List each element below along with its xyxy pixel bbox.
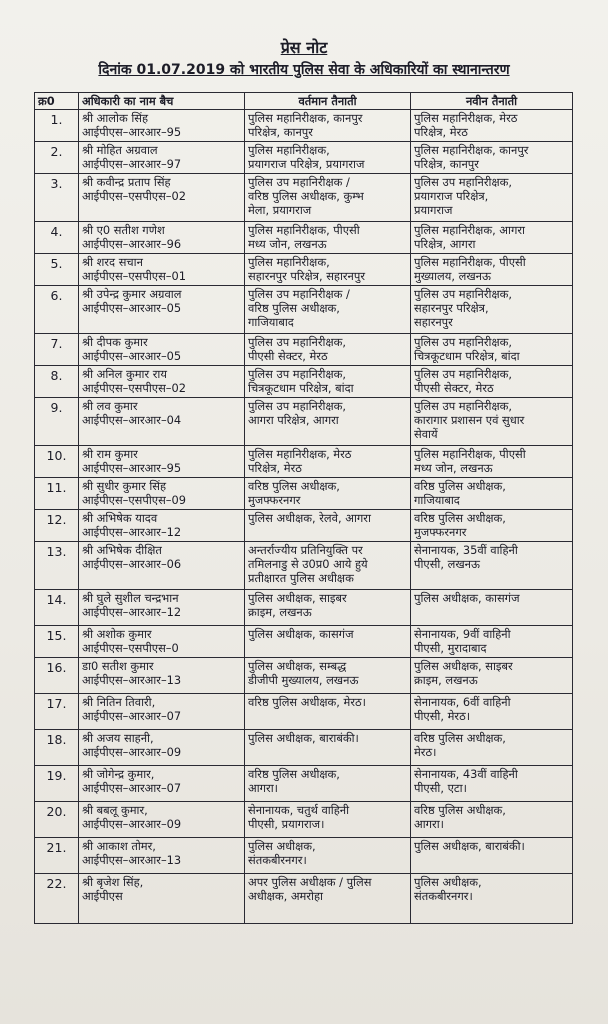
officer-name-line: आईपीएस–आरआर–09	[82, 745, 182, 759]
officer-name-line: आईपीएस–आरआर–13	[82, 853, 182, 867]
current-posting-line: वरिष्ठ पुलिस अधीक्षक,	[248, 301, 340, 315]
current-posting-cell	[245, 174, 411, 222]
officer-name-cell	[79, 254, 245, 286]
current-posting-line: पुलिस उप महानिरीक्षक,	[248, 335, 347, 349]
serial-number-cell: 1.	[35, 110, 79, 142]
officer-name-line: श्री दीपक कुमार	[82, 335, 148, 349]
officer-name-line: श्री अभिषेक यादव	[82, 511, 158, 525]
new-posting-line: सहारनपुर	[414, 315, 453, 329]
new-posting-line: संतकबीरनगर।	[414, 889, 473, 903]
current-posting-line: मेला, प्रयागराज	[248, 203, 312, 217]
current-posting-line: परिक्षेत्र, मेरठ	[248, 461, 302, 475]
current-posting-cell	[245, 478, 411, 510]
current-posting-line: पुलिस अधीक्षक,	[248, 839, 316, 853]
new-posting-cell	[411, 174, 573, 222]
current-posting-line: गाजियाबाद	[248, 315, 294, 329]
new-posting-cell	[411, 626, 573, 658]
serial-number-cell: 15.	[35, 626, 79, 658]
new-posting-cell	[411, 658, 573, 694]
officer-name-cell	[79, 446, 245, 478]
new-posting-line: पुलिस अधीक्षक, बाराबंकी।	[414, 839, 525, 853]
table-row	[35, 478, 573, 510]
officer-name-line: श्री मोहित अग्रवाल	[82, 143, 158, 157]
officer-name-line: आईपीएस–एसपीएस–01	[82, 269, 186, 283]
serial-number-cell: 6.	[35, 286, 79, 334]
officer-name-line: आईपीएस–एसपीएस–0	[82, 641, 179, 655]
current-posting-cell	[245, 730, 411, 766]
new-posting-cell	[411, 366, 573, 398]
officer-name-line: श्री शरद सचान	[82, 255, 143, 269]
table-row	[35, 874, 573, 924]
current-posting-cell	[245, 838, 411, 874]
new-posting-line: पुलिस उप महानिरीक्षक,	[414, 287, 513, 301]
officer-name-line: श्री उपेन्द्र कुमार अग्रवाल	[82, 287, 182, 301]
new-posting-line: वरिष्ठ पुलिस अधीक्षक,	[414, 731, 506, 745]
officer-name-cell	[79, 590, 245, 626]
current-posting-line: पीएसी सेक्टर, मेरठ	[248, 349, 328, 363]
officer-name-line: आईपीएस–आरआर–95	[82, 461, 182, 475]
table-row	[35, 802, 573, 838]
officer-name-line: आईपीएस–आरआर–12	[82, 605, 182, 619]
current-posting-cell	[245, 874, 411, 924]
table-row	[35, 398, 573, 446]
new-posting-cell	[411, 510, 573, 542]
new-posting-line: पीएसी, लखनऊ	[414, 557, 480, 571]
current-posting-cell	[245, 222, 411, 254]
current-posting-line: सहारनपुर परिक्षेत्र, सहारनपुर	[248, 269, 366, 283]
table-row	[35, 446, 573, 478]
officer-name-line: श्री ए0 सतीश गणेश	[82, 223, 165, 237]
current-posting-line: पुलिस महानिरीक्षक, कानपुर	[248, 111, 363, 125]
table-row	[35, 694, 573, 730]
officer-name-line: श्री घुले सुशील चन्द्रभान	[82, 591, 179, 605]
officer-name-line: श्री बृजेश सिंह,	[82, 875, 144, 889]
current-posting-line: पुलिस अधीक्षक, रेलवे, आगरा	[248, 511, 371, 525]
table-row	[35, 730, 573, 766]
current-posting-cell	[245, 590, 411, 626]
new-posting-line: सहारनपुर परिक्षेत्र,	[414, 301, 489, 315]
officer-name-line: आईपीएस	[82, 889, 123, 903]
officer-name-line: आईपीएस–आरआर–04	[82, 413, 182, 427]
serial-number-cell: 17.	[35, 694, 79, 730]
new-posting-line: पुलिस उप महानिरीक्षक,	[414, 335, 513, 349]
current-posting-cell	[245, 766, 411, 802]
table-row	[35, 222, 573, 254]
new-posting-cell	[411, 222, 573, 254]
new-posting-line: पुलिस अधीक्षक, कासगंज	[414, 591, 520, 605]
current-posting-line: पुलिस अधीक्षक, बाराबंकी।	[248, 731, 359, 745]
officer-name-line: श्री आलोक सिंह	[82, 111, 149, 125]
new-posting-line: पुलिस महानिरीक्षक, पीएसी	[414, 255, 526, 269]
new-posting-line: पुलिस महानिरीक्षक, मेरठ	[414, 111, 518, 125]
new-posting-cell	[411, 398, 573, 446]
new-posting-line: कारागार प्रशासन एवं सुधार	[414, 413, 525, 427]
serial-number-cell: 11.	[35, 478, 79, 510]
current-posting-cell	[245, 366, 411, 398]
officer-name-cell	[79, 730, 245, 766]
current-posting-line: वरिष्ठ पुलिस अधीक्षक, मेरठ।	[248, 695, 366, 709]
serial-number-cell: 20.	[35, 802, 79, 838]
serial-number-cell: 22.	[35, 874, 79, 924]
new-posting-line: परिक्षेत्र, मेरठ	[414, 125, 468, 139]
table-row	[35, 658, 573, 694]
officer-name-cell	[79, 222, 245, 254]
current-posting-line: क्राइम, लखनऊ	[248, 605, 312, 619]
new-posting-cell	[411, 542, 573, 590]
serial-number-cell: 12.	[35, 510, 79, 542]
officer-name-cell	[79, 398, 245, 446]
serial-number-cell: 18.	[35, 730, 79, 766]
current-posting-line: संतकबीरनगर।	[248, 853, 307, 867]
current-posting-line: पुलिस उप महानिरीक्षक /	[248, 175, 350, 189]
header-new-posting: नवीन तैनाती	[411, 93, 573, 110]
new-posting-cell	[411, 590, 573, 626]
current-posting-line: पुलिस अधीक्षक, कासगंज	[248, 627, 354, 641]
serial-number-cell: 7.	[35, 334, 79, 366]
current-posting-line: पुलिस अधीक्षक, साइबर	[248, 591, 347, 605]
new-posting-line: पीएसी सेक्टर, मेरठ	[414, 381, 494, 395]
current-posting-cell	[245, 626, 411, 658]
officer-name-cell	[79, 286, 245, 334]
new-posting-line: परिक्षेत्र, आगरा	[414, 237, 476, 251]
new-posting-cell	[411, 334, 573, 366]
officer-name-cell	[79, 874, 245, 924]
officer-name-line: श्री नितिन तिवारी,	[82, 695, 156, 709]
officer-name-cell	[79, 626, 245, 658]
serial-number-cell: 19.	[35, 766, 79, 802]
new-posting-cell	[411, 254, 573, 286]
new-posting-line: सेनानायक, 9वीं वाहिनी	[414, 627, 511, 641]
current-posting-line: पुलिस महानिरीक्षक, पीएसी	[248, 223, 360, 237]
table-row	[35, 174, 573, 222]
new-posting-cell	[411, 694, 573, 730]
officer-name-line: श्री आकाश तोमर,	[82, 839, 156, 853]
officer-name-cell	[79, 510, 245, 542]
officer-name-cell	[79, 802, 245, 838]
current-posting-line: पुलिस उप महानिरीक्षक,	[248, 399, 347, 413]
table-row	[35, 110, 573, 142]
officer-name-line: आईपीएस–आरआर–95	[82, 125, 182, 139]
serial-number-cell: 21.	[35, 838, 79, 874]
officer-name-line: आईपीएस–एसपीएस–02	[82, 189, 186, 203]
officer-name-line: आईपीएस–आरआर–06	[82, 557, 182, 571]
current-posting-line: परिक्षेत्र, कानपुर	[248, 125, 313, 139]
officer-name-cell	[79, 142, 245, 174]
officer-name-line: श्री अनिल कुमार राय	[82, 367, 167, 381]
current-posting-cell	[245, 542, 411, 590]
current-posting-cell	[245, 142, 411, 174]
serial-number-cell: 13.	[35, 542, 79, 590]
new-posting-cell	[411, 286, 573, 334]
table-row	[35, 286, 573, 334]
new-posting-line: पुलिस महानिरीक्षक, आगरा	[414, 223, 525, 237]
serial-number-cell: 3.	[35, 174, 79, 222]
new-posting-line: परिक्षेत्र, कानपुर	[414, 157, 479, 171]
current-posting-cell	[245, 658, 411, 694]
new-posting-line: मुख्यालय, लखनऊ	[414, 269, 491, 283]
new-posting-cell	[411, 766, 573, 802]
current-posting-line: तमिलनाडु से उ0प्र0 आये हुये	[248, 557, 368, 571]
officer-name-cell	[79, 174, 245, 222]
new-posting-cell	[411, 802, 573, 838]
table-row	[35, 838, 573, 874]
new-posting-line: वरिष्ठ पुलिस अधीक्षक,	[414, 479, 506, 493]
new-posting-line: मेरठ।	[414, 745, 437, 759]
current-posting-line: सेनानायक, चतुर्थ वाहिनी	[248, 803, 350, 817]
officer-name-line: श्री लव कुमार	[82, 399, 138, 413]
current-posting-line: वरिष्ठ पुलिस अधीक्षक,	[248, 479, 340, 493]
new-posting-line: पुलिस उप महानिरीक्षक,	[414, 175, 513, 189]
current-posting-line: अन्तर्राज्यीय प्रतिनियुक्ति पर	[248, 543, 363, 557]
officer-name-cell	[79, 658, 245, 694]
officer-name-line: आईपीएस–आरआर–05	[82, 349, 182, 363]
current-posting-line: पुलिस उप महानिरीक्षक /	[248, 287, 350, 301]
current-posting-line: पुलिस महानिरीक्षक,	[248, 143, 330, 157]
new-posting-line: पुलिस महानिरीक्षक, पीएसी	[414, 447, 526, 461]
table-row	[35, 542, 573, 590]
serial-number-cell: 2.	[35, 142, 79, 174]
officer-name-cell	[79, 366, 245, 398]
current-posting-line: मध्य जोन, लखनऊ	[248, 237, 327, 251]
current-posting-line: पुलिस महानिरीक्षक,	[248, 255, 330, 269]
current-posting-line: डीजीपी मुख्यालय, लखनऊ	[248, 673, 359, 687]
serial-number-cell: 16.	[35, 658, 79, 694]
current-posting-cell	[245, 446, 411, 478]
table-row	[35, 334, 573, 366]
current-posting-line: पुलिस महानिरीक्षक, मेरठ	[248, 447, 352, 461]
new-posting-line: क्राइम, लखनऊ	[414, 673, 478, 687]
officer-name-cell	[79, 694, 245, 730]
current-posting-cell	[245, 334, 411, 366]
table-row	[35, 510, 573, 542]
new-posting-cell	[411, 874, 573, 924]
current-posting-line: मुजफ्फरनगर	[248, 493, 301, 507]
header-serial-number: क्र0	[35, 93, 79, 110]
officer-name-cell	[79, 334, 245, 366]
header-current-posting: वर्तमान तैनाती	[245, 93, 411, 110]
current-posting-cell	[245, 510, 411, 542]
officer-name-line: आईपीएस–एसपीएस–09	[82, 493, 186, 507]
current-posting-line: पुलिस उप महानिरीक्षक,	[248, 367, 347, 381]
officer-name-line: श्री अजय साहनी,	[82, 731, 154, 745]
current-posting-line: वरिष्ठ पुलिस अधीक्षक,	[248, 767, 340, 781]
new-posting-line: पुलिस अधीक्षक,	[414, 875, 482, 889]
officer-name-cell	[79, 478, 245, 510]
officer-name-line: श्री अशोक कुमार	[82, 627, 152, 641]
new-posting-cell	[411, 730, 573, 766]
new-posting-cell	[411, 142, 573, 174]
new-posting-cell	[411, 838, 573, 874]
new-posting-line: पीएसी, एटा।	[414, 781, 467, 795]
new-posting-line: पुलिस अधीक्षक, साइबर	[414, 659, 513, 673]
officer-name-line: आईपीएस–आरआर–09	[82, 817, 182, 831]
officer-name-cell	[79, 110, 245, 142]
current-posting-cell	[245, 254, 411, 286]
page-title: प्रेस नोट	[280, 38, 328, 57]
new-posting-line: पुलिस उप महानिरीक्षक,	[414, 399, 513, 413]
current-posting-line: पीएसी, प्रयागराज।	[248, 817, 325, 831]
officer-name-line: आईपीएस–एसपीएस–02	[82, 381, 186, 395]
serial-number-cell: 14.	[35, 590, 79, 626]
new-posting-line: सेनानायक, 43वीं वाहिनी	[414, 767, 518, 781]
officer-name-line: आईपीएस–आरआर–96	[82, 237, 182, 251]
new-posting-line: पीएसी, मुरादाबाद	[414, 641, 487, 655]
current-posting-line: अधीक्षक, अमरोहा	[248, 889, 323, 903]
current-posting-cell	[245, 286, 411, 334]
serial-number-cell: 5.	[35, 254, 79, 286]
new-posting-cell	[411, 446, 573, 478]
current-posting-cell	[245, 694, 411, 730]
new-posting-line: चित्रकूटधाम परिक्षेत्र, बांदा	[414, 349, 520, 363]
table-row	[35, 366, 573, 398]
new-posting-line: सेनानायक, 35वीं वाहिनी	[414, 543, 518, 557]
officer-name-line: डा0 सतीश कुमार	[82, 659, 154, 673]
new-posting-line: गाजियाबाद	[414, 493, 460, 507]
serial-number-cell: 8.	[35, 366, 79, 398]
officer-name-line: आईपीएस–आरआर–05	[82, 301, 182, 315]
current-posting-line: अपर पुलिस अधीक्षक / पुलिस	[248, 875, 372, 889]
officer-name-line: श्री कवीन्द्र प्रताप सिंह	[82, 175, 171, 189]
new-posting-cell	[411, 110, 573, 142]
table-row	[35, 590, 573, 626]
serial-number-cell: 9.	[35, 398, 79, 446]
new-posting-line: मुजफ्फरनगर	[414, 525, 467, 539]
current-posting-line: पुलिस अधीक्षक, सम्बद्ध	[248, 659, 347, 673]
officer-name-line: आईपीएस–आरआर–12	[82, 525, 182, 539]
current-posting-line: आगरा परिक्षेत्र, आगरा	[248, 413, 339, 427]
serial-number-cell: 10.	[35, 446, 79, 478]
current-posting-line: प्रयागराज परिक्षेत्र, प्रयागराज	[248, 157, 365, 171]
current-posting-line: आगरा।	[248, 781, 278, 795]
new-posting-cell	[411, 478, 573, 510]
officer-name-line: श्री राम कुमार	[82, 447, 138, 461]
new-posting-line: मध्य जोन, लखनऊ	[414, 461, 493, 475]
current-posting-line: वरिष्ठ पुलिस अधीक्षक, कुम्भ	[248, 189, 364, 203]
new-posting-line: आगरा।	[414, 817, 444, 831]
new-posting-line: वरिष्ठ पुलिस अधीक्षक,	[414, 511, 506, 525]
table-row	[35, 766, 573, 802]
officer-name-line: श्री जोगेन्द्र कुमार,	[82, 767, 155, 781]
new-posting-line: सेनानायक, 6वीं वाहिनी	[414, 695, 511, 709]
current-posting-line: प्रतीक्षारत पुलिस अधीक्षक	[248, 571, 354, 585]
new-posting-line: प्रयागराज	[414, 203, 453, 217]
table-body	[35, 110, 573, 924]
serial-number-cell: 4.	[35, 222, 79, 254]
new-posting-line: पीएसी, मेरठ।	[414, 709, 471, 723]
current-posting-cell	[245, 398, 411, 446]
new-posting-line: प्रयागराज परिक्षेत्र,	[414, 189, 489, 203]
new-posting-line: सेवायें	[414, 427, 438, 441]
current-posting-cell	[245, 802, 411, 838]
officer-name-line: श्री सुधीर कुमार सिंह	[82, 479, 167, 493]
officer-name-line: आईपीएस–आरआर–07	[82, 709, 182, 723]
page-subtitle: दिनांक 01.07.2019 को भारतीय पुलिस सेवा के अधिकारियों का स्थानान्तरण	[98, 62, 510, 78]
officer-name-line: आईपीएस–आरआर–13	[82, 673, 182, 687]
current-posting-cell	[245, 110, 411, 142]
officer-name-cell	[79, 542, 245, 590]
current-posting-line: चित्रकूटधाम परिक्षेत्र, बांदा	[248, 381, 354, 395]
officer-name-line: श्री अभिषेक दीक्षित	[82, 543, 162, 557]
header-officer-name: अधिकारी का नाम बैच	[79, 93, 245, 110]
new-posting-line: वरिष्ठ पुलिस अधीक्षक,	[414, 803, 506, 817]
officer-name-cell	[79, 766, 245, 802]
officer-name-line: श्री बबलू कुमार,	[82, 803, 148, 817]
officer-name-line: आईपीएस–आरआर–07	[82, 781, 182, 795]
new-posting-line: पुलिस उप महानिरीक्षक,	[414, 367, 513, 381]
new-posting-line: पुलिस महानिरीक्षक, कानपुर	[414, 143, 529, 157]
transfer-table	[34, 92, 573, 924]
table-row	[35, 254, 573, 286]
table-header-row	[35, 93, 573, 110]
officer-name-cell	[79, 838, 245, 874]
officer-name-line: आईपीएस–आरआर–97	[82, 157, 182, 171]
table-row	[35, 626, 573, 658]
table-row	[35, 142, 573, 174]
